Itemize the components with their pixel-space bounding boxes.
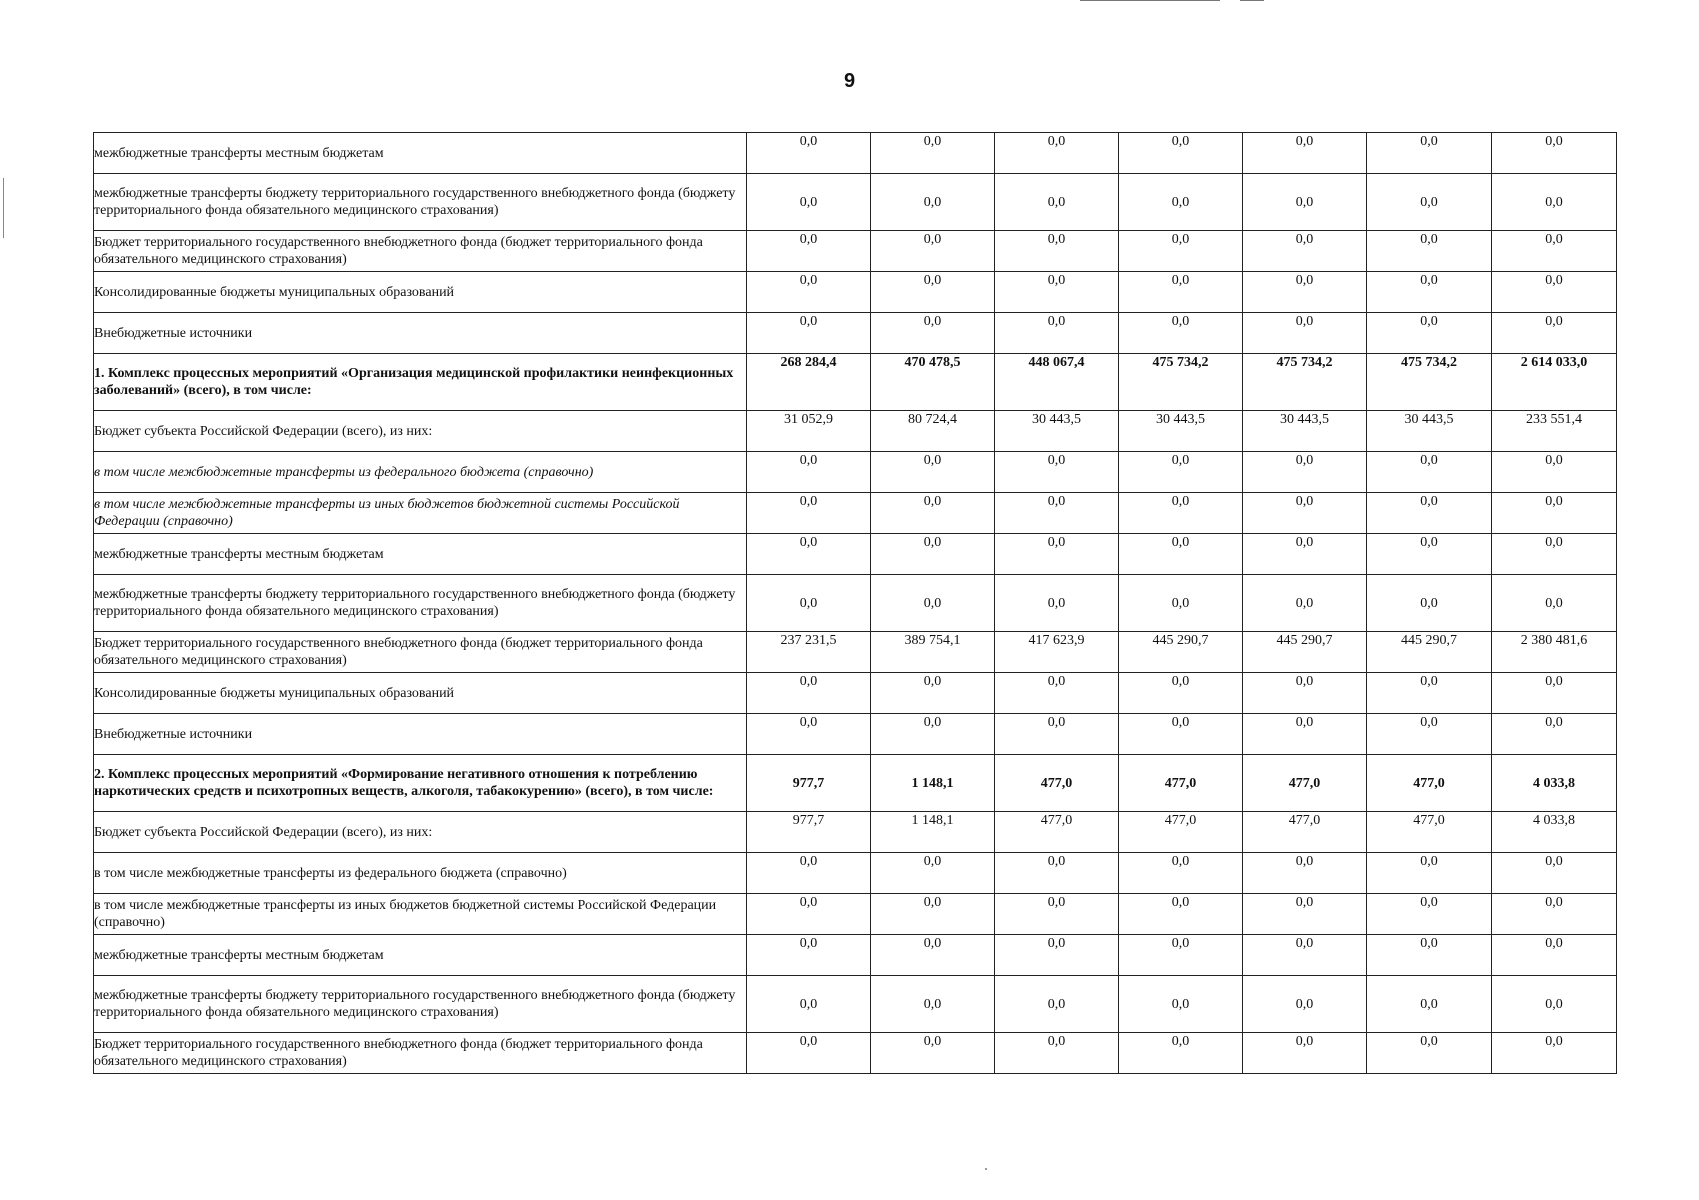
row-label: межбюджетные трансферты местным бюджетам xyxy=(94,133,747,174)
row-label: межбюджетные трансферты бюджету территориального государственного внебюджетного фонда (бюджету территориального фонда обязательного медицинского страхования) xyxy=(94,575,747,632)
value-cell: 0,0 xyxy=(747,313,871,354)
table-row xyxy=(94,575,1617,632)
scan-artifact xyxy=(1240,0,1264,1)
row-label: Бюджет субъекта Российской Федерации (всего), из них: xyxy=(94,411,747,452)
value-cell: 0,0 xyxy=(1492,935,1617,976)
value-cell: 0,0 xyxy=(747,894,871,935)
value-cell: 0,0 xyxy=(1119,452,1243,493)
value-cell: 477,0 xyxy=(995,755,1119,812)
budget-table xyxy=(93,132,1617,1074)
value-cell: 268 284,4 xyxy=(747,354,871,411)
value-cell: 0,0 xyxy=(747,534,871,575)
table-row xyxy=(94,853,1617,894)
row-label: Внебюджетные источники xyxy=(94,714,747,755)
value-cell: 0,0 xyxy=(871,272,995,313)
value-cell: 0,0 xyxy=(1119,1033,1243,1074)
value-cell: 2 614 033,0 xyxy=(1492,354,1617,411)
value-cell: 0,0 xyxy=(1492,714,1617,755)
value-cell: 0,0 xyxy=(871,976,995,1033)
value-cell: 0,0 xyxy=(747,976,871,1033)
table-row xyxy=(94,231,1617,272)
value-cell: 445 290,7 xyxy=(1119,632,1243,673)
value-cell: 4 033,8 xyxy=(1492,812,1617,853)
table-row xyxy=(94,354,1617,411)
value-cell: 0,0 xyxy=(747,673,871,714)
value-cell: 0,0 xyxy=(1243,534,1367,575)
value-cell: 0,0 xyxy=(1243,493,1367,534)
value-cell: 0,0 xyxy=(995,714,1119,755)
value-cell: 0,0 xyxy=(1119,575,1243,632)
row-label: Бюджет территориального государственного внебюджетного фонда (бюджет территориального фонда обязательного медицинского страхования) xyxy=(94,632,747,673)
value-cell: 30 443,5 xyxy=(1367,411,1492,452)
table-row xyxy=(94,133,1617,174)
value-cell: 0,0 xyxy=(1492,313,1617,354)
value-cell: 0,0 xyxy=(1367,313,1492,354)
value-cell: 389 754,1 xyxy=(871,632,995,673)
value-cell: 0,0 xyxy=(871,493,995,534)
value-cell: 477,0 xyxy=(1367,755,1492,812)
value-cell: 0,0 xyxy=(1367,272,1492,313)
value-cell: 0,0 xyxy=(871,714,995,755)
value-cell: 0,0 xyxy=(1119,534,1243,575)
value-cell: 0,0 xyxy=(1367,853,1492,894)
value-cell: 0,0 xyxy=(995,894,1119,935)
value-cell: 1 148,1 xyxy=(871,755,995,812)
value-cell: 417 623,9 xyxy=(995,632,1119,673)
value-cell: 0,0 xyxy=(747,714,871,755)
table-row xyxy=(94,812,1617,853)
value-cell: 0,0 xyxy=(1492,174,1617,231)
value-cell: 0,0 xyxy=(871,133,995,174)
value-cell: 0,0 xyxy=(1119,976,1243,1033)
value-cell: 0,0 xyxy=(871,313,995,354)
value-cell: 0,0 xyxy=(1367,1033,1492,1074)
table-row xyxy=(94,714,1617,755)
value-cell: 448 067,4 xyxy=(995,354,1119,411)
value-cell: 2 380 481,6 xyxy=(1492,632,1617,673)
table-row xyxy=(94,452,1617,493)
value-cell: 0,0 xyxy=(747,935,871,976)
budget-table-body xyxy=(94,133,1617,1074)
value-cell: 30 443,5 xyxy=(1243,411,1367,452)
value-cell: 0,0 xyxy=(1243,133,1367,174)
value-cell: 445 290,7 xyxy=(1243,632,1367,673)
value-cell: 475 734,2 xyxy=(1367,354,1492,411)
page-number: 9 xyxy=(843,70,856,92)
table-row xyxy=(94,534,1617,575)
value-cell: 0,0 xyxy=(1119,894,1243,935)
table-row xyxy=(94,673,1617,714)
value-cell: 0,0 xyxy=(995,272,1119,313)
row-label: в том числе межбюджетные трансферты из иных бюджетов бюджетной системы Российской Федерации (справочно) xyxy=(94,493,747,534)
value-cell: 30 443,5 xyxy=(1119,411,1243,452)
value-cell: 0,0 xyxy=(995,452,1119,493)
value-cell: 0,0 xyxy=(871,935,995,976)
row-label: 1. Комплекс процессных мероприятий «Организация медицинской профилактики неинфекционных заболеваний» (всего), в том числе: xyxy=(94,354,747,411)
value-cell: 31 052,9 xyxy=(747,411,871,452)
value-cell: 0,0 xyxy=(871,894,995,935)
table-row xyxy=(94,976,1617,1033)
value-cell: 477,0 xyxy=(1367,812,1492,853)
value-cell: 475 734,2 xyxy=(1119,354,1243,411)
value-cell: 0,0 xyxy=(747,133,871,174)
value-cell: 0,0 xyxy=(871,853,995,894)
value-cell: 0,0 xyxy=(1119,231,1243,272)
value-cell: 0,0 xyxy=(1243,231,1367,272)
scan-edge-mark xyxy=(3,178,4,238)
value-cell: 0,0 xyxy=(1367,493,1492,534)
value-cell: 0,0 xyxy=(871,1033,995,1074)
value-cell: 1 148,1 xyxy=(871,812,995,853)
table-row xyxy=(94,411,1617,452)
value-cell: 0,0 xyxy=(871,452,995,493)
value-cell: 0,0 xyxy=(747,231,871,272)
value-cell: 0,0 xyxy=(995,493,1119,534)
value-cell: 0,0 xyxy=(995,673,1119,714)
value-cell: 0,0 xyxy=(871,575,995,632)
value-cell: 0,0 xyxy=(995,534,1119,575)
value-cell: 233 551,4 xyxy=(1492,411,1617,452)
value-cell: 0,0 xyxy=(1119,493,1243,534)
value-cell: 475 734,2 xyxy=(1243,354,1367,411)
value-cell: 30 443,5 xyxy=(995,411,1119,452)
row-label: Бюджет субъекта Российской Федерации (всего), из них: xyxy=(94,812,747,853)
value-cell: 4 033,8 xyxy=(1492,755,1617,812)
value-cell: 0,0 xyxy=(1243,313,1367,354)
table-row xyxy=(94,174,1617,231)
value-cell: 0,0 xyxy=(1367,174,1492,231)
row-label: 2. Комплекс процессных мероприятий «Формирование негативного отношения к потреблению наркотических средств и психотропных веществ, алкоголя, табакокурению» (всего), в том числе: xyxy=(94,755,747,812)
row-label: межбюджетные трансферты местным бюджетам xyxy=(94,534,747,575)
value-cell: 0,0 xyxy=(1243,853,1367,894)
value-cell: 0,0 xyxy=(1367,935,1492,976)
value-cell: 0,0 xyxy=(747,452,871,493)
value-cell: 0,0 xyxy=(1119,272,1243,313)
value-cell: 0,0 xyxy=(1367,452,1492,493)
table-row xyxy=(94,755,1617,812)
value-cell: 477,0 xyxy=(1119,812,1243,853)
value-cell: 0,0 xyxy=(1492,575,1617,632)
value-cell: 445 290,7 xyxy=(1367,632,1492,673)
value-cell: 0,0 xyxy=(1119,853,1243,894)
value-cell: 0,0 xyxy=(1243,894,1367,935)
value-cell: 0,0 xyxy=(747,272,871,313)
value-cell: 0,0 xyxy=(1243,976,1367,1033)
value-cell: 0,0 xyxy=(747,174,871,231)
value-cell: 0,0 xyxy=(1492,452,1617,493)
value-cell: 80 724,4 xyxy=(871,411,995,452)
value-cell: 0,0 xyxy=(1243,673,1367,714)
value-cell: 0,0 xyxy=(1119,673,1243,714)
row-label: межбюджетные трансферты бюджету территориального государственного внебюджетного фонда (бюджету территориального фонда обязательного медицинского страхования) xyxy=(94,976,747,1033)
value-cell: 0,0 xyxy=(995,935,1119,976)
table-row xyxy=(94,894,1617,935)
value-cell: 0,0 xyxy=(747,575,871,632)
value-cell: 0,0 xyxy=(1119,174,1243,231)
value-cell: 237 231,5 xyxy=(747,632,871,673)
value-cell: 0,0 xyxy=(1119,935,1243,976)
value-cell: 0,0 xyxy=(1119,313,1243,354)
table-row xyxy=(94,1033,1617,1074)
value-cell: 0,0 xyxy=(1492,673,1617,714)
table-row xyxy=(94,313,1617,354)
value-cell: 977,7 xyxy=(747,755,871,812)
value-cell: 0,0 xyxy=(871,534,995,575)
scan-dot xyxy=(985,1168,987,1170)
scan-artifact xyxy=(1080,0,1220,1)
table-row xyxy=(94,272,1617,313)
value-cell: 0,0 xyxy=(1492,231,1617,272)
value-cell: 477,0 xyxy=(1243,812,1367,853)
value-cell: 477,0 xyxy=(1119,755,1243,812)
value-cell: 0,0 xyxy=(995,313,1119,354)
value-cell: 0,0 xyxy=(747,1033,871,1074)
value-cell: 977,7 xyxy=(747,812,871,853)
value-cell: 0,0 xyxy=(1492,534,1617,575)
value-cell: 0,0 xyxy=(1243,575,1367,632)
value-cell: 0,0 xyxy=(1367,714,1492,755)
value-cell: 0,0 xyxy=(995,853,1119,894)
value-cell: 0,0 xyxy=(871,174,995,231)
value-cell: 0,0 xyxy=(871,673,995,714)
row-label: в том числе межбюджетные трансферты из федерального бюджета (справочно) xyxy=(94,452,747,493)
value-cell: 0,0 xyxy=(995,231,1119,272)
row-label: в том числе межбюджетные трансферты из федерального бюджета (справочно) xyxy=(94,853,747,894)
value-cell: 470 478,5 xyxy=(871,354,995,411)
table-row xyxy=(94,493,1617,534)
value-cell: 0,0 xyxy=(995,575,1119,632)
value-cell: 0,0 xyxy=(1243,1033,1367,1074)
value-cell: 0,0 xyxy=(1243,174,1367,231)
row-label: в том числе межбюджетные трансферты из иных бюджетов бюджетной системы Российской Федерации (справочно) xyxy=(94,894,747,935)
value-cell: 0,0 xyxy=(1119,133,1243,174)
value-cell: 0,0 xyxy=(747,493,871,534)
row-label: Консолидированные бюджеты муниципальных образований xyxy=(94,673,747,714)
value-cell: 0,0 xyxy=(995,174,1119,231)
value-cell: 0,0 xyxy=(1243,935,1367,976)
value-cell: 0,0 xyxy=(1367,575,1492,632)
value-cell: 0,0 xyxy=(1492,853,1617,894)
table-row xyxy=(94,632,1617,673)
value-cell: 0,0 xyxy=(1243,714,1367,755)
value-cell: 0,0 xyxy=(1367,231,1492,272)
value-cell: 0,0 xyxy=(1367,673,1492,714)
value-cell: 0,0 xyxy=(1492,133,1617,174)
value-cell: 0,0 xyxy=(995,133,1119,174)
value-cell: 0,0 xyxy=(1243,272,1367,313)
table-row xyxy=(94,935,1617,976)
value-cell: 0,0 xyxy=(871,231,995,272)
row-label: межбюджетные трансферты местным бюджетам xyxy=(94,935,747,976)
value-cell: 0,0 xyxy=(1492,493,1617,534)
value-cell: 0,0 xyxy=(1367,894,1492,935)
value-cell: 0,0 xyxy=(1119,714,1243,755)
row-label: Бюджет территориального государственного внебюджетного фонда (бюджет территориального фонда обязательного медицинского страхования) xyxy=(94,231,747,272)
value-cell: 0,0 xyxy=(995,976,1119,1033)
value-cell: 0,0 xyxy=(1492,894,1617,935)
row-label: Консолидированные бюджеты муниципальных образований xyxy=(94,272,747,313)
value-cell: 0,0 xyxy=(1492,272,1617,313)
value-cell: 0,0 xyxy=(995,1033,1119,1074)
value-cell: 0,0 xyxy=(1243,452,1367,493)
row-label: Бюджет территориального государственного внебюджетного фонда (бюджет территориального фонда обязательного медицинского страхования) xyxy=(94,1033,747,1074)
value-cell: 0,0 xyxy=(1492,976,1617,1033)
value-cell: 477,0 xyxy=(995,812,1119,853)
value-cell: 0,0 xyxy=(747,853,871,894)
value-cell: 0,0 xyxy=(1367,976,1492,1033)
value-cell: 0,0 xyxy=(1492,1033,1617,1074)
value-cell: 0,0 xyxy=(1367,534,1492,575)
value-cell: 477,0 xyxy=(1243,755,1367,812)
row-label: Внебюджетные источники xyxy=(94,313,747,354)
value-cell: 0,0 xyxy=(1367,133,1492,174)
row-label: межбюджетные трансферты бюджету территориального государственного внебюджетного фонда (бюджету территориального фонда обязательного медицинского страхования) xyxy=(94,174,747,231)
